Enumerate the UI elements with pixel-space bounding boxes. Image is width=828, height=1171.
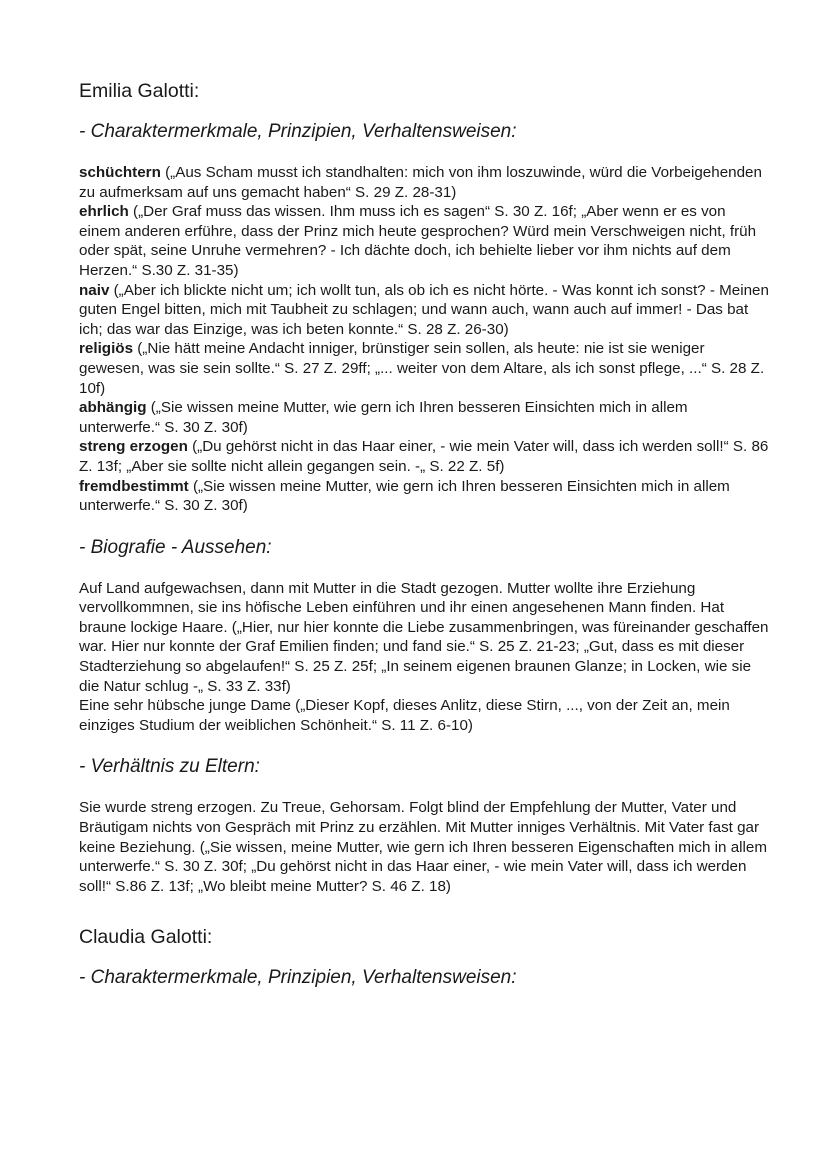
traits-list xyxy=(79,163,769,516)
trait-term: schüchtern xyxy=(79,164,161,181)
trait-quote: („Aus Scham musst ich standhalten: mich von ihm loszuwinde, würd die Vorbeigehenden zu aufmerksam auf uns gemacht haben“ S. 29 Z. 28-31) xyxy=(79,164,762,201)
document-page xyxy=(79,78,769,991)
title-claudia: Claudia Galotti: xyxy=(79,926,213,949)
trait-item xyxy=(79,398,769,437)
trait-item xyxy=(79,339,769,398)
trait-term: abhängig xyxy=(79,399,147,417)
trait-quote: („Nie hätt meine Andacht inniger, brünstiger sein sollen, als heute: nie ist sie weniger gewesen, was sie sein sollte.“ S. 27 Z. 29ff; „... weiter von dem Altare, als ich sonst pflege, ...“ S. 28 Z. 10f) xyxy=(79,340,765,397)
title-emilia: Emilia Galotti: xyxy=(79,80,200,102)
trait-quote: („Aber ich blickte nicht um; ich wollt tun, als ob ich es nicht hörte. - Was konnt ich sonst? - Meinen guten Engel bitten, mich mit Taubheit zu schlagen; und wann auch, wann auch auf immer! - Das bat ich; das war das Einzige, was ich beten konnte.“ S. 28 Z. 26-30) xyxy=(79,281,769,338)
trait-item xyxy=(79,437,769,476)
section-heading-biography: - Biografie - Aussehen: xyxy=(79,536,272,558)
trait-item xyxy=(79,477,769,516)
trait-term: religiös xyxy=(79,340,134,358)
trait-item xyxy=(79,163,769,202)
appearance-paragraph: Eine sehr hübsche junge Dame („Dieser Kopf, dieses Anlitz, diese Stirn, ..., von der Zeit an, mein einziges Studium der weiblichen Schönheit.“ S. 11 Z. 6-10) xyxy=(79,697,730,734)
trait-quote: („Der Graf muss das wissen. Ihm muss ich es sagen“ S. 30 Z. 16f; „Aber wenn er es von einem anderen erführe, dass der Prinz mich heute gesprochen? Würd mein Verschweigen nicht, früh oder spät, seine Unruhe vermehren? - Ich dächte doch, ich behielte lieber vor ihm nichts auf dem Herzen.“ S.30 Z. 31-35) xyxy=(79,203,757,279)
trait-term: streng erzogen xyxy=(79,438,188,456)
trait-term: fremdbestimmt xyxy=(79,477,189,495)
biography-paragraph: Auf Land aufgewachsen, dann mit Mutter in die Stadt gezogen. Mutter wollte ihre Erziehung vervollkommnen, sie ins höfische Leben einführen und ihr einen angesehenen Mann finden. Hat braune lockige Haare. („Hier, nur hier konnte die Liebe zusammenbringen, was füreinander geschaffen war. Hier nur konnte der Graf Emilien finden; und fand sie.“ S. 25 Z. 21-23; „Gut, dass es mit dieser Stadterziehung so abgelaufen!“ S. 25 Z. 25f; „In seinem eigenen braunen Glanze; in Locken, wie sie die Natur schlug -„ S. 33 Z. 33f) xyxy=(79,579,769,695)
section-heading-parents: - Verhältnis zu Eltern: xyxy=(79,756,260,778)
trait-item xyxy=(79,281,769,340)
trait-quote: („Sie wissen meine Mutter, wie gern ich Ihren besseren Einsichten mich in allem unterwerfe.“ S. 30 Z. 30f) xyxy=(79,399,688,436)
trait-term: ehrlich xyxy=(79,203,129,221)
section-heading-character: - Charaktermerkmale, Prinzipien, Verhaltensweisen: xyxy=(79,121,517,142)
parents-paragraph: Sie wurde streng erzogen. Zu Treue, Gehorsam. Folgt blind der Empfehlung der Mutter, Vater und Bräutigam nichts von Gespräch mit Prinz zu erzählen. Mit Mutter inniges Verhältnis. Mit Vater fast gar keine Beziehung. („Sie wissen, meine Mutter, wie gern ich Ihren besseren Eigenschaften mich in allem unterwerfe.“ S. 30 Z. 30f; „Du gehörst nicht in das Haar einer, - wie mein Vater will, dass ich werden soll!“ S.86 Z. 13f; „Wo bleibt meine Mutter? S. 46 Z. 18) xyxy=(79,799,768,895)
trait-quote: („Sie wissen meine Mutter, wie gern ich Ihren besseren Einsichten mich in allem unterwerfe.“ S. 30 Z. 30f) xyxy=(79,477,730,515)
section-heading-character-claudia: - Charaktermerkmale, Prinzipien, Verhaltensweisen: xyxy=(79,967,517,989)
trait-item xyxy=(79,202,769,280)
trait-term: naiv xyxy=(79,281,110,299)
trait-quote: („Du gehörst nicht in das Haar einer, - wie mein Vater will, dass ich werden soll!“ S. 86 Z. 13f; „Aber sie sollte nicht allein gegangen sein. -„ S. 22 Z. 5f) xyxy=(79,438,769,475)
